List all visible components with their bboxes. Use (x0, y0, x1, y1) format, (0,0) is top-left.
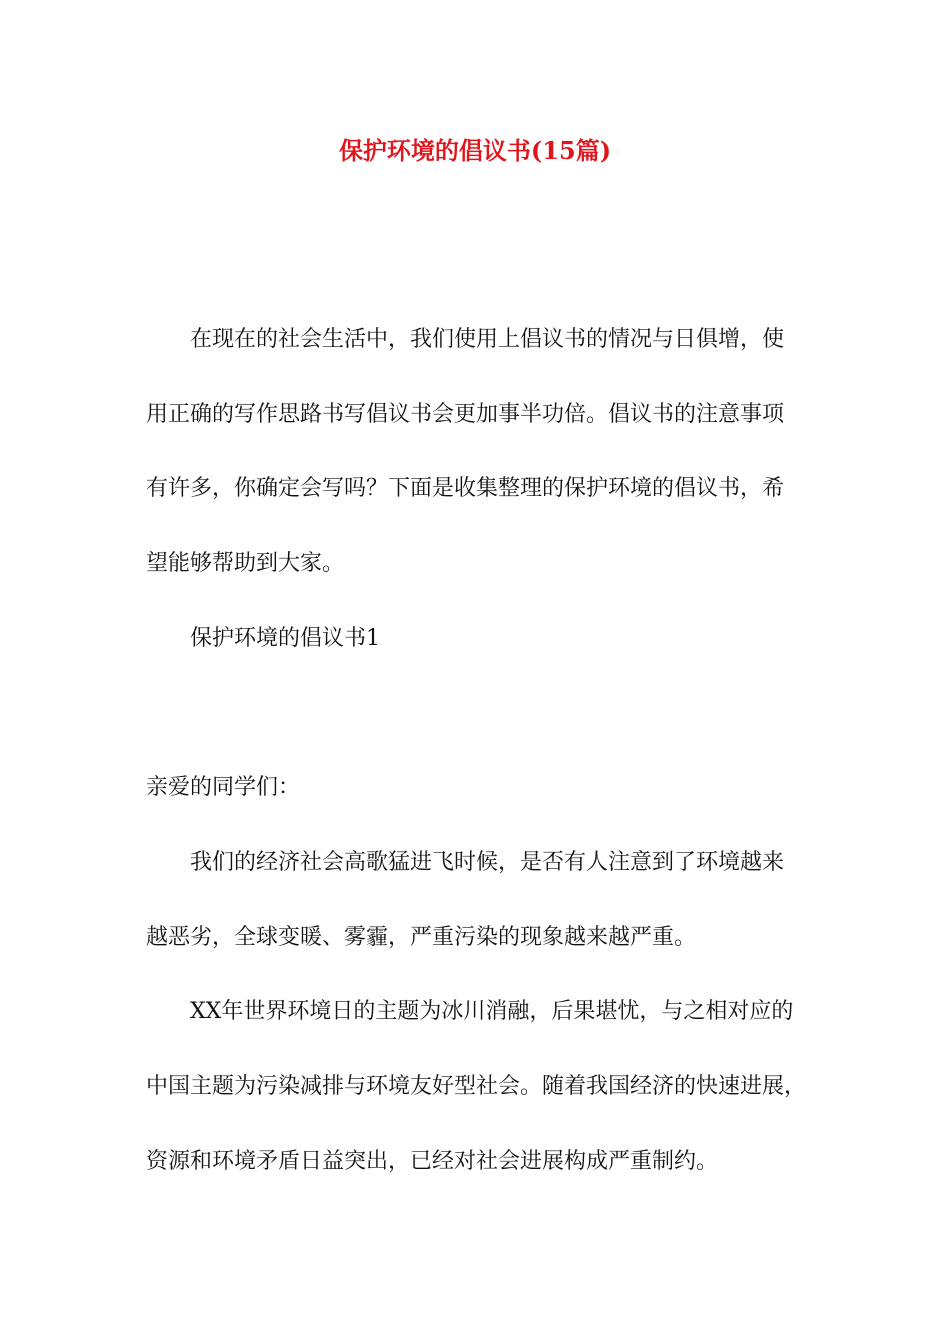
para1-line-1: 我们的经济社会高歌猛进飞时候，是否有人注意到了环境越来 (190, 850, 785, 875)
para2-line-2: 中国主题为污染减排与环境友好型社会。随着我国经济的快速进展， (146, 1074, 807, 1099)
section-heading: 保护环境的倡议书1 (190, 626, 380, 651)
para2-line-3: 资源和环境矛盾日益突出，已经对社会进展构成严重制约。 (146, 1149, 719, 1174)
intro-line-2: 用正确的写作思路书写倡议书会更加事半功倍。倡议书的注意事项 (146, 402, 785, 427)
intro-line-1: 在现在的社会生活中，我们使用上倡议书的情况与日俱增，使 (190, 327, 785, 352)
para2-line-1: XX年世界环境日的主题为冰川消融，后果堪忧，与之相对应的 (190, 999, 794, 1024)
document-title: 保护环境的倡议书(15篇) (338, 136, 612, 165)
salutation: 亲爱的同学们： (146, 775, 301, 800)
intro-line-3: 有许多，你确定会写吗？下面是收集整理的保护环境的倡议书，希 (146, 476, 785, 501)
para1-line-2: 越恶劣，全球变暖、雾霾，严重污染的现象越来越严重。 (146, 925, 697, 950)
intro-line-4: 望能够帮助到大家。 (146, 551, 345, 576)
